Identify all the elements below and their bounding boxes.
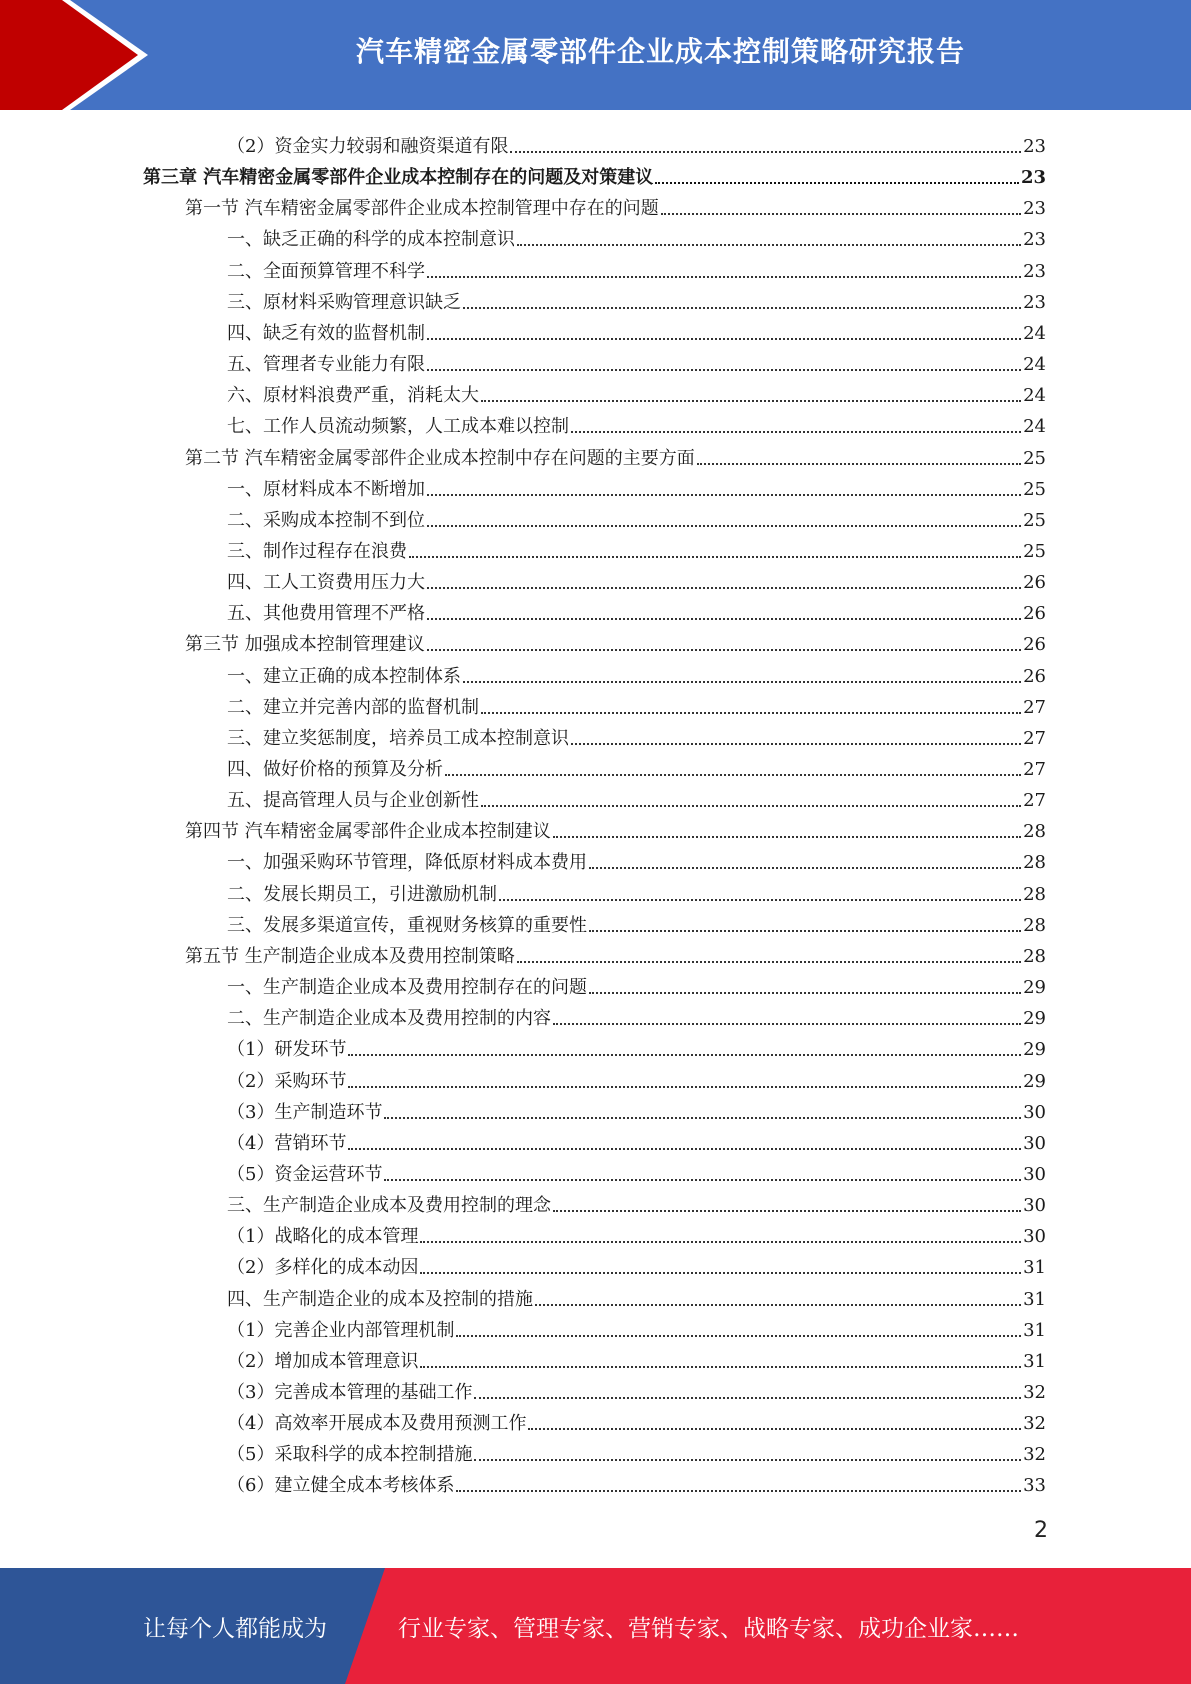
toc-dot-leader [427, 338, 1021, 340]
toc-entry-page: 23 [1023, 136, 1046, 157]
toc-entry-title: （4）营销环节 [227, 1132, 347, 1154]
toc-entry-page: 25 [1023, 509, 1046, 531]
toc-entry [185, 625, 1046, 656]
toc-entry [227, 1311, 1046, 1342]
toc-entry-title: （2）增加成本管理意识 [227, 1350, 419, 1372]
toc-entry [143, 158, 1046, 189]
toc-dot-leader [499, 899, 1021, 901]
toc-entry-title: （2）资金实力较弱和融资渠道有限 [227, 136, 509, 157]
toc-entry [227, 750, 1046, 781]
toc-entry [227, 1404, 1046, 1435]
toc-entry-page: 32 [1023, 1382, 1046, 1403]
toc-dot-leader [427, 587, 1021, 589]
toc-entry-page: 33 [1023, 1475, 1046, 1497]
toc-dot-leader [427, 649, 1021, 651]
toc-entry-title: 二、生产制造企业成本及费用控制的内容 [227, 1008, 551, 1030]
toc-entry [227, 999, 1046, 1030]
toc-entry-title: （5）资金运营环节 [227, 1163, 383, 1185]
toc-entry [185, 937, 1046, 968]
toc-entry [227, 501, 1046, 532]
toc-dot-leader [474, 1459, 1021, 1461]
toc-entry-title: （4）高效率开展成本及费用预测工作 [227, 1413, 527, 1435]
toc-dot-leader [510, 151, 1021, 153]
report-title: 汽车精密金属零部件企业成本控制策略研究报告 [355, 35, 965, 68]
toc-entry-page: 25 [1023, 447, 1046, 469]
toc-entry-title: 二、建立并完善内部的监督机制 [227, 696, 479, 718]
toc-entry [185, 439, 1046, 470]
toc-entry [227, 470, 1046, 501]
toc-entry [227, 657, 1046, 688]
toc-entry-title: 三、制作过程存在浪费 [227, 540, 407, 562]
toc-entry-page: 24 [1023, 354, 1046, 376]
toc-entry-page: 24 [1023, 322, 1046, 344]
toc-dot-leader [463, 681, 1021, 683]
toc-entry-title: 一、生产制造企业成本及费用控制存在的问题 [227, 977, 587, 999]
toc-entry-page: 23 [1020, 167, 1046, 189]
toc-entry-title: （3）完善成本管理的基础工作 [227, 1382, 473, 1403]
toc-entry-page: 27 [1023, 696, 1046, 718]
toc-entry-page: 28 [1023, 945, 1046, 967]
toc-entry-page: 31 [1023, 1288, 1046, 1310]
toc-entry-page: 31 [1023, 1257, 1046, 1279]
toc-entry [227, 781, 1046, 812]
toc-dot-leader [420, 1241, 1021, 1243]
toc-entry-page: 28 [1023, 852, 1046, 874]
toc-dot-leader [456, 1335, 1021, 1337]
toc-entry-title: 第四节 汽车精密金属零部件企业成本控制建议 [185, 821, 551, 843]
toc-dot-leader [384, 1117, 1021, 1119]
toc-entry-title: （5）采取科学的成本控制措施 [227, 1444, 473, 1466]
toc-entry-page: 26 [1023, 603, 1046, 625]
toc-entry-title: 第五节 生产制造企业成本及费用控制策略 [185, 945, 515, 967]
toc-entry-page: 31 [1023, 1350, 1046, 1372]
toc-entry-page: 23 [1023, 198, 1046, 220]
toc-entry-page: 23 [1023, 291, 1046, 313]
toc-entry-page: 30 [1023, 1132, 1046, 1154]
toc-dot-leader [553, 1023, 1021, 1025]
toc-dot-leader [481, 805, 1021, 807]
toc-dot-leader [427, 494, 1021, 496]
toc-dot-leader [528, 1428, 1021, 1430]
toc-entry [227, 376, 1046, 407]
toc-dot-leader [445, 774, 1021, 776]
toc-dot-leader [571, 743, 1021, 745]
toc-entry-title: 四、工人工资费用压力大 [227, 572, 425, 594]
toc-dot-leader [553, 836, 1021, 838]
toc-dot-leader [661, 213, 1021, 215]
toc-entry-page: 28 [1023, 914, 1046, 936]
toc-entry-page: 32 [1023, 1444, 1046, 1466]
toc-entry [227, 1155, 1046, 1186]
toc-dot-leader [589, 867, 1021, 869]
toc-entry-page: 29 [1023, 1070, 1046, 1092]
toc-entry-page: 23 [1023, 229, 1046, 251]
toc-entry-page: 32 [1023, 1413, 1046, 1435]
page-footer [0, 1568, 1191, 1684]
toc-entry-title: 一、原材料成本不断增加 [227, 478, 425, 500]
toc-entry-page: 29 [1023, 977, 1046, 999]
toc-entry-title: （6）建立健全成本考核体系 [227, 1475, 455, 1497]
toc-entry-title: 第三节 加强成本控制管理建议 [185, 634, 425, 656]
toc-entry-page: 24 [1023, 385, 1046, 407]
toc-entry [227, 594, 1046, 625]
toc-entry-title: 二、发展长期员工，引进激励机制 [227, 883, 497, 905]
toc-dot-leader [481, 400, 1021, 402]
toc-entry-page: 27 [1023, 759, 1046, 780]
toc-dot-leader [420, 1272, 1021, 1274]
toc-entry-title: 三、建立奖惩制度，培养员工成本控制意识 [227, 727, 569, 749]
toc-entry-page: 31 [1023, 1319, 1046, 1341]
toc-entry-page: 26 [1023, 665, 1046, 687]
toc-entry-title: （1）战略化的成本管理 [227, 1226, 419, 1248]
toc-entry-page: 23 [1023, 260, 1046, 282]
toc-entry [227, 688, 1046, 719]
toc-dot-leader [589, 930, 1021, 932]
toc-entry-title: 一、加强采购环节管理，降低原材料成本费用 [227, 852, 587, 874]
toc-entry [227, 1062, 1046, 1093]
toc-entry-title: 五、提高管理人员与企业创新性 [227, 790, 479, 812]
toc-dot-leader [535, 1304, 1021, 1306]
toc-entry [227, 1466, 1046, 1497]
toc-dot-leader [409, 556, 1021, 558]
toc-dot-leader [348, 1086, 1021, 1088]
toc-entry-title: 一、建立正确的成本控制体系 [227, 665, 461, 687]
toc-entry-page: 28 [1023, 821, 1046, 843]
toc-dot-leader [427, 369, 1021, 371]
toc-entry [227, 875, 1046, 906]
toc-entry [227, 1280, 1046, 1311]
toc-entry [227, 1217, 1046, 1248]
toc-dot-leader [589, 992, 1021, 994]
toc-dot-leader [655, 182, 1019, 184]
toc-entry [227, 407, 1046, 438]
toc-entry-title: 四、生产制造企业的成本及控制的措施 [227, 1288, 533, 1310]
toc-entry [227, 1124, 1046, 1155]
toc-entry-title: 五、其他费用管理不严格 [227, 603, 425, 625]
toc-entry [185, 189, 1046, 220]
toc-entry-title: 三、发展多渠道宣传，重视财务核算的重要性 [227, 914, 587, 936]
toc-entry-title: （2）采购环节 [227, 1070, 347, 1092]
toc-entry-title: 四、缺乏有效的监督机制 [227, 322, 425, 344]
toc-entry [227, 314, 1046, 345]
toc-dot-leader [456, 1490, 1021, 1492]
toc-entry [185, 812, 1046, 843]
toc-entry-title: （2）多样化的成本动因 [227, 1257, 419, 1279]
toc-dot-leader [553, 1210, 1021, 1212]
toc-entry [227, 1435, 1046, 1466]
toc-entry-title: （1）完善企业内部管理机制 [227, 1319, 455, 1341]
toc-entry-page: 30 [1023, 1195, 1046, 1217]
page-number: 2 [1034, 1518, 1048, 1543]
toc-entry-title: 七、工作人员流动频繁，人工成本难以控制 [227, 416, 569, 438]
toc-entry-page: 25 [1023, 478, 1046, 500]
page-header [0, 0, 1191, 110]
toc-entry-page: 30 [1023, 1101, 1046, 1123]
footer-slogan-right: 行业专家、管理专家、营销专家、战略专家、成功企业家…… [398, 1615, 1019, 1642]
toc-dot-leader [348, 1054, 1021, 1056]
toc-dot-leader [517, 244, 1021, 246]
toc-entry-title: 第二节 汽车精密金属零部件企业成本控制中存在问题的主要方面 [185, 447, 695, 469]
toc-dot-leader [481, 712, 1021, 714]
toc-entry-title: 一、缺乏正确的科学的成本控制意识 [227, 229, 515, 251]
toc-entry-title: 六、原材料浪费严重，消耗太大 [227, 385, 479, 407]
toc-entry-title: 二、全面预算管理不科学 [227, 260, 425, 282]
toc-entry-page: 26 [1023, 572, 1046, 594]
toc-entry-page: 29 [1023, 1008, 1046, 1030]
toc-entry [227, 252, 1046, 283]
toc-entry [227, 719, 1046, 750]
toc-entry [227, 127, 1046, 158]
toc-entry-page: 28 [1023, 883, 1046, 905]
toc-entry-title: 第三章 汽车精密金属零部件企业成本控制存在的问题及对策建议 [143, 167, 654, 189]
toc-entry-title: 二、采购成本控制不到位 [227, 509, 425, 531]
toc-entry-page: 27 [1023, 790, 1046, 812]
toc-entry [227, 968, 1046, 999]
toc-entry-page: 30 [1023, 1163, 1046, 1185]
toc-entry [227, 532, 1046, 563]
toc-entry [227, 220, 1046, 251]
toc-entry [227, 1248, 1046, 1279]
toc-entry-title: （3）生产制造环节 [227, 1101, 383, 1123]
toc-entry-page: 24 [1023, 416, 1046, 438]
toc-entry [227, 1093, 1046, 1124]
toc-entry [227, 1186, 1046, 1217]
toc-entry [227, 906, 1046, 937]
toc-entry [227, 843, 1046, 874]
toc-dot-leader [474, 1397, 1021, 1399]
toc-dot-leader [384, 1179, 1021, 1181]
toc-entry [227, 345, 1046, 376]
toc-dot-leader [697, 463, 1021, 465]
toc-entry-title: 三、原材料采购管理意识缺乏 [227, 291, 461, 313]
toc-entry-title: （1）研发环节 [227, 1039, 347, 1061]
toc-entry [227, 1030, 1046, 1061]
toc-entry [227, 1373, 1046, 1404]
toc-dot-leader [427, 618, 1021, 620]
toc-entry-page: 25 [1023, 540, 1046, 562]
toc-entry-title: 五、管理者专业能力有限 [227, 354, 425, 376]
toc-dot-leader [571, 431, 1021, 433]
toc-entry-title: 第一节 汽车精密金属零部件企业成本控制管理中存在的问题 [185, 198, 659, 220]
footer-slogan-left: 让每个人都能成为 [143, 1615, 327, 1642]
toc-entry [227, 1342, 1046, 1373]
toc-dot-leader [517, 961, 1021, 963]
toc-entry-page: 26 [1023, 634, 1046, 656]
toc-entry-title: 四、做好价格的预算及分析 [227, 759, 443, 780]
toc-entry-page: 27 [1023, 727, 1046, 749]
toc-entry [227, 563, 1046, 594]
toc-dot-leader [348, 1148, 1021, 1150]
toc-entry [227, 283, 1046, 314]
toc-dot-leader [463, 307, 1021, 309]
toc-entry-title: 三、生产制造企业成本及费用控制的理念 [227, 1195, 551, 1217]
toc-dot-leader [420, 1366, 1021, 1368]
toc-entry-page: 29 [1023, 1039, 1046, 1061]
toc-dot-leader [427, 525, 1021, 527]
toc-dot-leader [427, 276, 1021, 278]
toc-entry-page: 30 [1023, 1226, 1046, 1248]
